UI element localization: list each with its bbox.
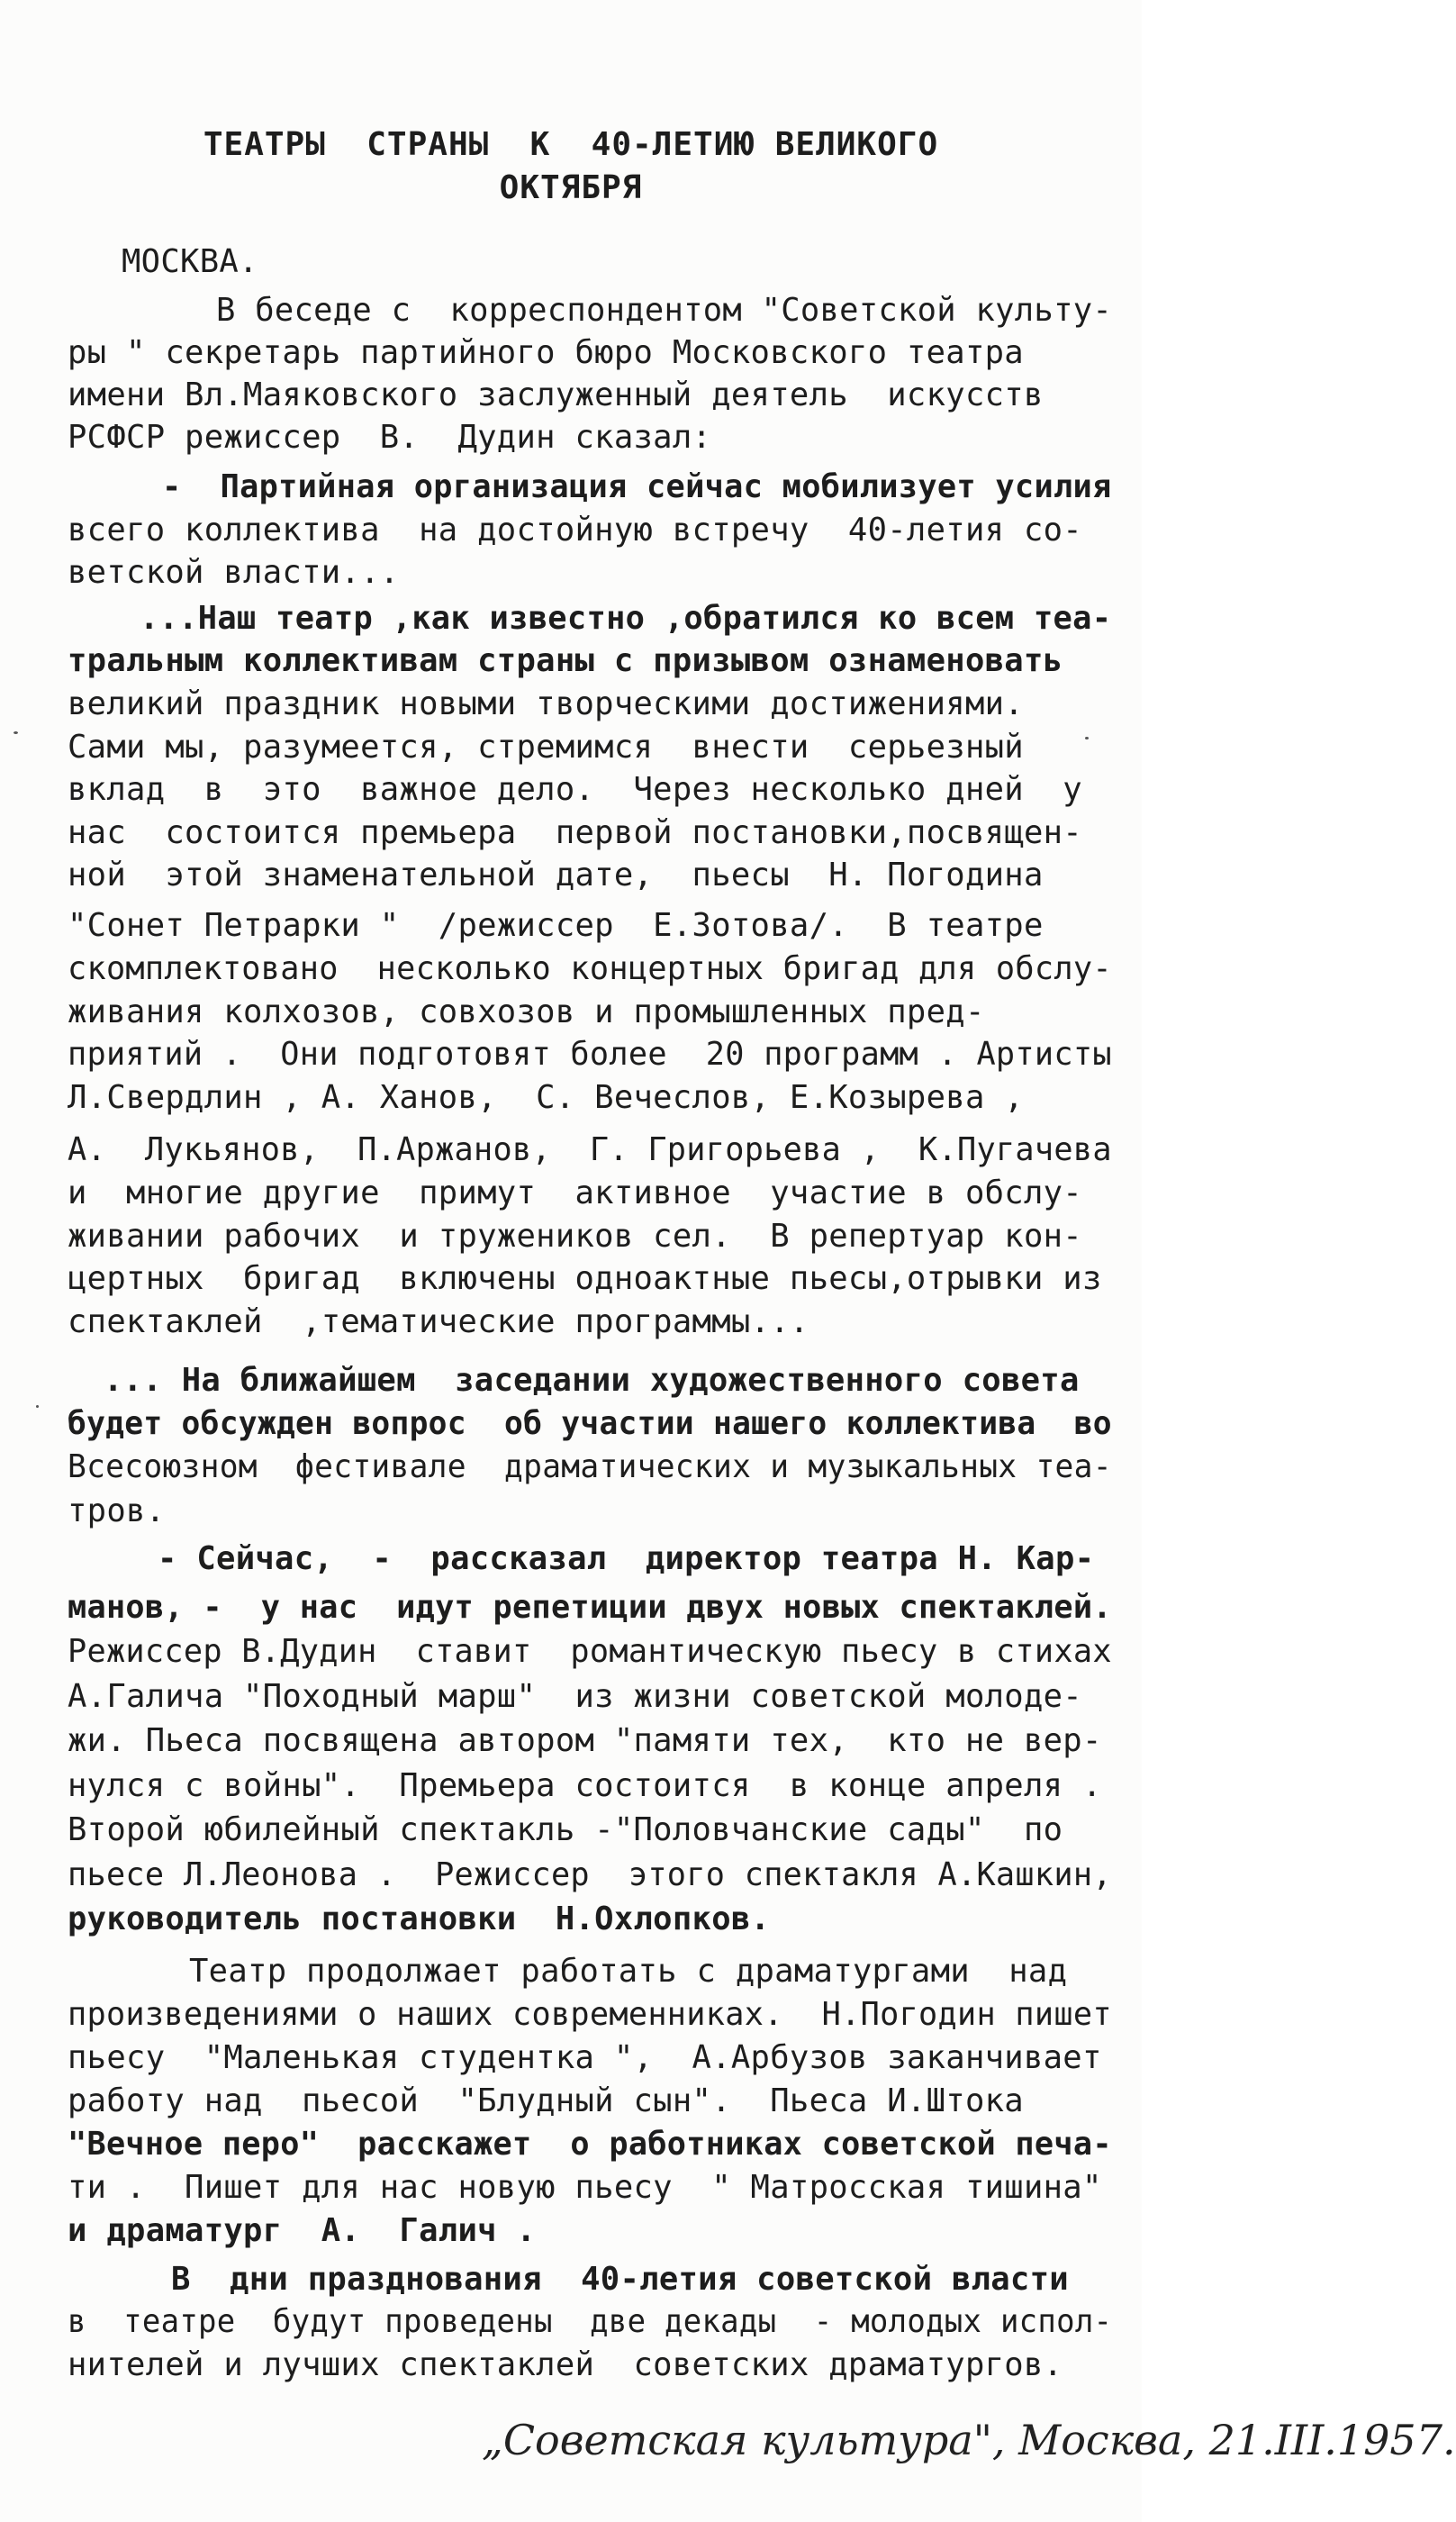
text-line: ти . Пишет для нас новую пьесу " Матросская тишина" bbox=[68, 2169, 1102, 2206]
text-line: тров. bbox=[68, 1492, 166, 1529]
text-line: Л.Свердлин , А. Ханов, С. Вечеслов, Е.Козырева , bbox=[68, 1079, 1024, 1116]
text-line: ветской власти... bbox=[68, 554, 400, 591]
document-title-continued: ОКТЯБРЯ bbox=[499, 169, 643, 206]
text-line: руководитель постановки Н.Охлопков. bbox=[68, 1901, 771, 1937]
text-line: приятий . Они подготовят более 20 программ . Артисты bbox=[68, 1036, 1112, 1073]
scan-speck bbox=[36, 1405, 39, 1408]
scan-speck bbox=[14, 731, 18, 734]
text-line: ры " секретарь партийного бюро Московского театра bbox=[68, 334, 1024, 371]
text-line: А.Галича "Походный марш" из жизни советской молоде- bbox=[68, 1678, 1082, 1715]
text-line: работу над пьесой "Блудный сын". Пьеса И.Штока bbox=[68, 2082, 1024, 2119]
text-line: и драматург А. Галич . bbox=[68, 2212, 537, 2249]
text-line: - Сейчас, - рассказал директор театра Н. Кар- bbox=[158, 1540, 1095, 1577]
text-line: пьесу "Маленькая студентка ", А.Арбузов заканчивает bbox=[68, 2039, 1102, 2076]
text-line: имени Вл.Маяковского заслуженный деятель искусств bbox=[68, 376, 1044, 413]
text-line: нулся с войны". Премьера состоится в конце апреля . bbox=[68, 1767, 1102, 1804]
text-line: скомплектовано несколько концертных бригад для обслу- bbox=[68, 950, 1112, 987]
text-line: произведениями о наших современниках. Н.Погодин пишет bbox=[68, 1996, 1112, 2033]
text-line: Второй юбилейный спектакль -"Половчанские сады" по bbox=[68, 1811, 1063, 1848]
text-line: пьесе Л.Леонова . Режиссер этого спектакля А.Кашкин, bbox=[68, 1856, 1112, 1893]
document-title: ТЕАТРЫ СТРАНЫ К 40-ЛЕТИЮ ВЕЛИКОГО bbox=[203, 126, 939, 163]
text-line: Режиссер В.Дудин ставит романтическую пьесу в стихах bbox=[68, 1633, 1112, 1670]
text-line: живания колхозов, совхозов и промышленных пред- bbox=[68, 993, 985, 1030]
text-line: и многие другие примут активное участие в обслу- bbox=[68, 1175, 1082, 1211]
text-line: всего коллектива на достойную встречу 40-летия со- bbox=[68, 512, 1082, 549]
text-line: будет обсужден вопрос об участии нашего коллектива во bbox=[68, 1405, 1112, 1442]
text-line: ... На ближайшем заседании художественного совета bbox=[104, 1362, 1080, 1399]
text-line: А. Лукьянов, П.Аржанов, Г. Григорьева , К.Пугачева bbox=[68, 1131, 1112, 1168]
text-line: живании рабочих и тружеников сел. В репертуар кон- bbox=[68, 1218, 1082, 1255]
text-line: В беседе с корреспондентом "Советской культу- bbox=[216, 292, 1112, 329]
text-line: жи. Пьеса посвящена автором "памяти тех, кто не вер- bbox=[68, 1722, 1102, 1759]
text-line: нителей и лучших спектаклей советских драматургов. bbox=[68, 2346, 1063, 2383]
text-line: вклад в это важное дело. Через несколько дней у bbox=[68, 771, 1082, 808]
text-line: Сами мы, разумеется, стремимся внести серьезный bbox=[68, 729, 1024, 766]
text-line: - Партийная организация сейчас мобилизует усилия bbox=[162, 468, 1112, 505]
text-line: В дни празднования 40-летия советской власти bbox=[171, 2261, 1069, 2298]
text-line: великий праздник новыми творческими достижениями. bbox=[68, 685, 1024, 722]
text-line: МОСКВА. bbox=[122, 243, 258, 280]
text-line: в театре будут проведены две декады - молодых испол- bbox=[68, 2303, 1113, 2340]
text-line: нас состоится премьера первой постановки,посвящен- bbox=[68, 814, 1082, 851]
text-line: спектаклей ,тематические программы... bbox=[68, 1303, 809, 1340]
handwritten-source-note: „Советская культура", Москва, 21.III.1957. bbox=[482, 2416, 1456, 2464]
text-line: "Сонет Петрарки " /режиссер Е.Зотова/. В театре bbox=[68, 907, 1044, 944]
text-line: тральным коллективам страны с призывом ознаменовать bbox=[68, 642, 1063, 679]
text-line: Всесоюзном фестивале драматических и музыкальных теа- bbox=[68, 1448, 1112, 1485]
text-line: Театр продолжает работать с драматургами над bbox=[189, 1953, 1068, 1990]
scan-speck bbox=[1085, 737, 1089, 739]
text-line: ...Наш театр ,как известно ,обратился ко всем теа- bbox=[140, 600, 1112, 637]
text-line: ной этой знаменательной дате, пьесы Н. Погодина bbox=[68, 857, 1044, 894]
text-line: манов, - у нас идут репетиции двух новых спектаклей. bbox=[68, 1589, 1112, 1626]
text-line: цертных бригад включены одноактные пьесы,отрывки из bbox=[68, 1260, 1102, 1297]
text-line: "Вечное перо" расскажет о работниках советской печа- bbox=[68, 2126, 1112, 2163]
text-line: РСФСР режиссер В. Дудин сказал: bbox=[68, 419, 712, 456]
